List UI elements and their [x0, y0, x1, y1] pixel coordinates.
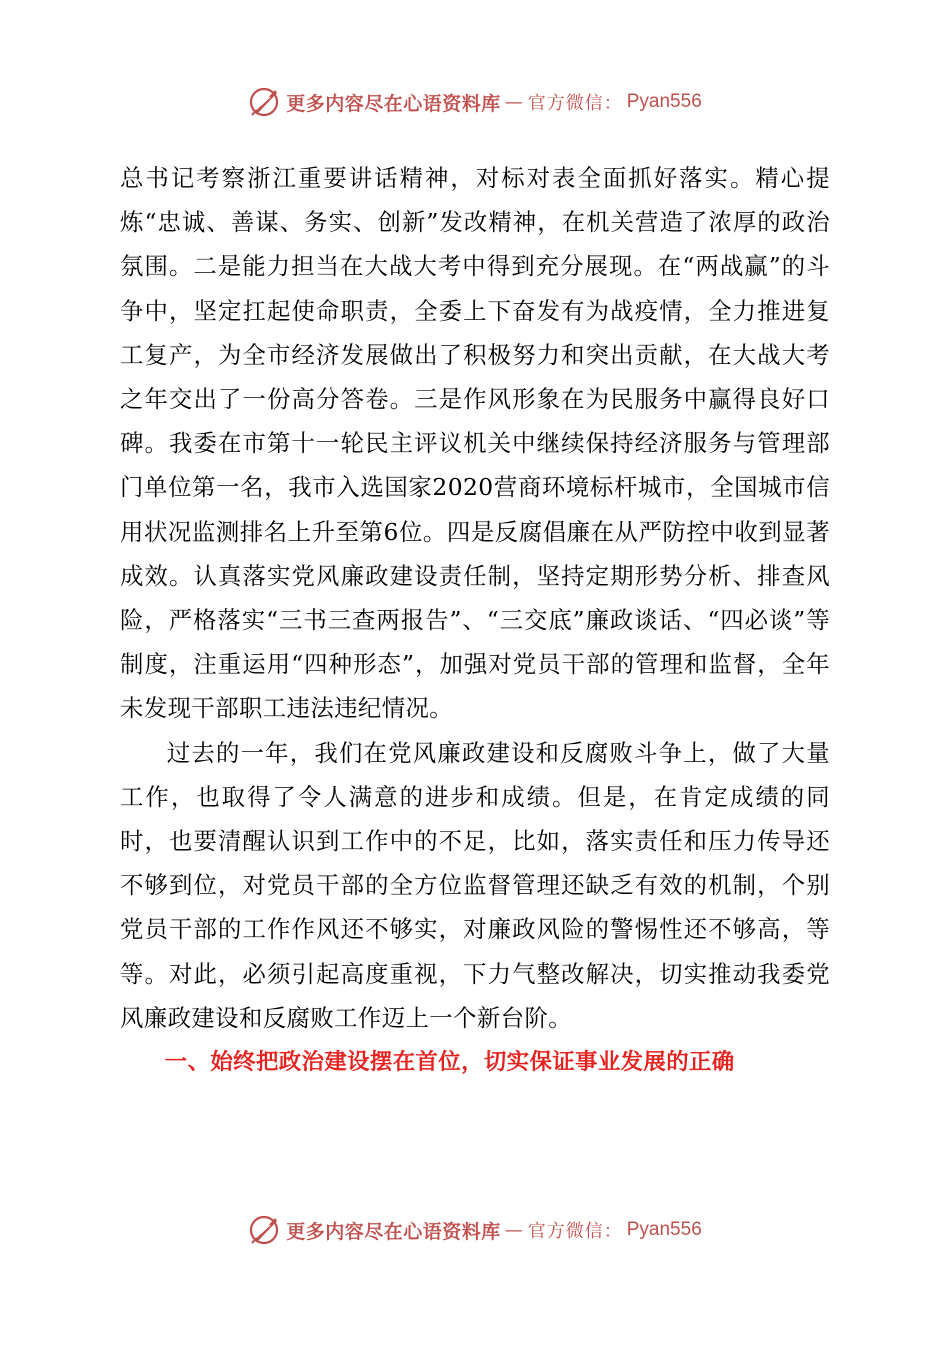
watermark-wechat-id: Pyan556 — [626, 1219, 702, 1240]
watermark-dash: — — [504, 1219, 524, 1241]
watermark-wechat-label: 官方微信： — [527, 1221, 623, 1242]
document-body — [120, 156, 830, 1084]
watermark-dash: — — [504, 91, 524, 113]
watermark-wechat-label: 官方微信： — [527, 93, 623, 114]
watermark-site-text: 更多内容尽在心语资料库 — [286, 1220, 501, 1243]
paragraph-summary: 过去的一年，我们在党风廉政建设和反腐败斗争上，做了大量工作，也取得了令人满意的进步和成绩。但是，在肯定成绩的同时，也要清醒认识到工作中的不足，比如，落实责任和压力传导还不够到位，对党员干部的全方位监督管理还缺乏有效的机制，个别党员干部的工作作风还不够实，对廉政风险的警惕性还不够高，等等。对此，必须引起高度重视，下力气整改解决，切实推动我委党风廉政建设和反腐败工作迈上一个新台阶。 — [120, 738, 830, 1032]
paragraph-continued: 总书记考察浙江重要讲话精神，对标对表全面抓好落实。精心提炼“忠诚、善谋、务实、创新”发改精神，在机关营造了浓厚的政治氛围。二是能力担当在大战大考中得到充分展现。在“两战赢”的斗争中，坚定扛起使命职责，全委上下奋发有为战疫情，全力推进复工复产，为全市经济发展做出了积极努力和突出贡献，在大战大考之年交出了一份高分答卷。三是作风形象在为民服务中赢得良好口碑。我委在市第十一轮民主评议机关中继续保持经济服务与管理部门单位第一名，我市入选国家2020营商环境标杆城市，全国城市信用状况监测排名上升至第6位。四是反腐倡廉在从严防控中收到显著成效。认真落实党风廉政建设责任制，坚持定期形势分析、排查风险，严格落实“三书三查两报告”、“三交底”廉政谈话、“四必谈”等制度，注重运用“四种形态”，加强对党员干部的管理和监督，全年未发现干部职工违法违纪情况。 — [120, 164, 830, 723]
watermark-site-text: 更多内容尽在心语资料库 — [286, 92, 501, 115]
section-heading: 一、始终把政治建设摆在首位，切实保证事业发展的正确 — [164, 1049, 735, 1076]
footer-watermark — [0, 1210, 950, 1250]
feather-pen-logo-icon — [248, 85, 282, 119]
header-watermark — [0, 82, 950, 122]
feather-pen-logo-icon — [248, 1213, 282, 1247]
watermark-wechat-id: Pyan556 — [626, 91, 702, 112]
